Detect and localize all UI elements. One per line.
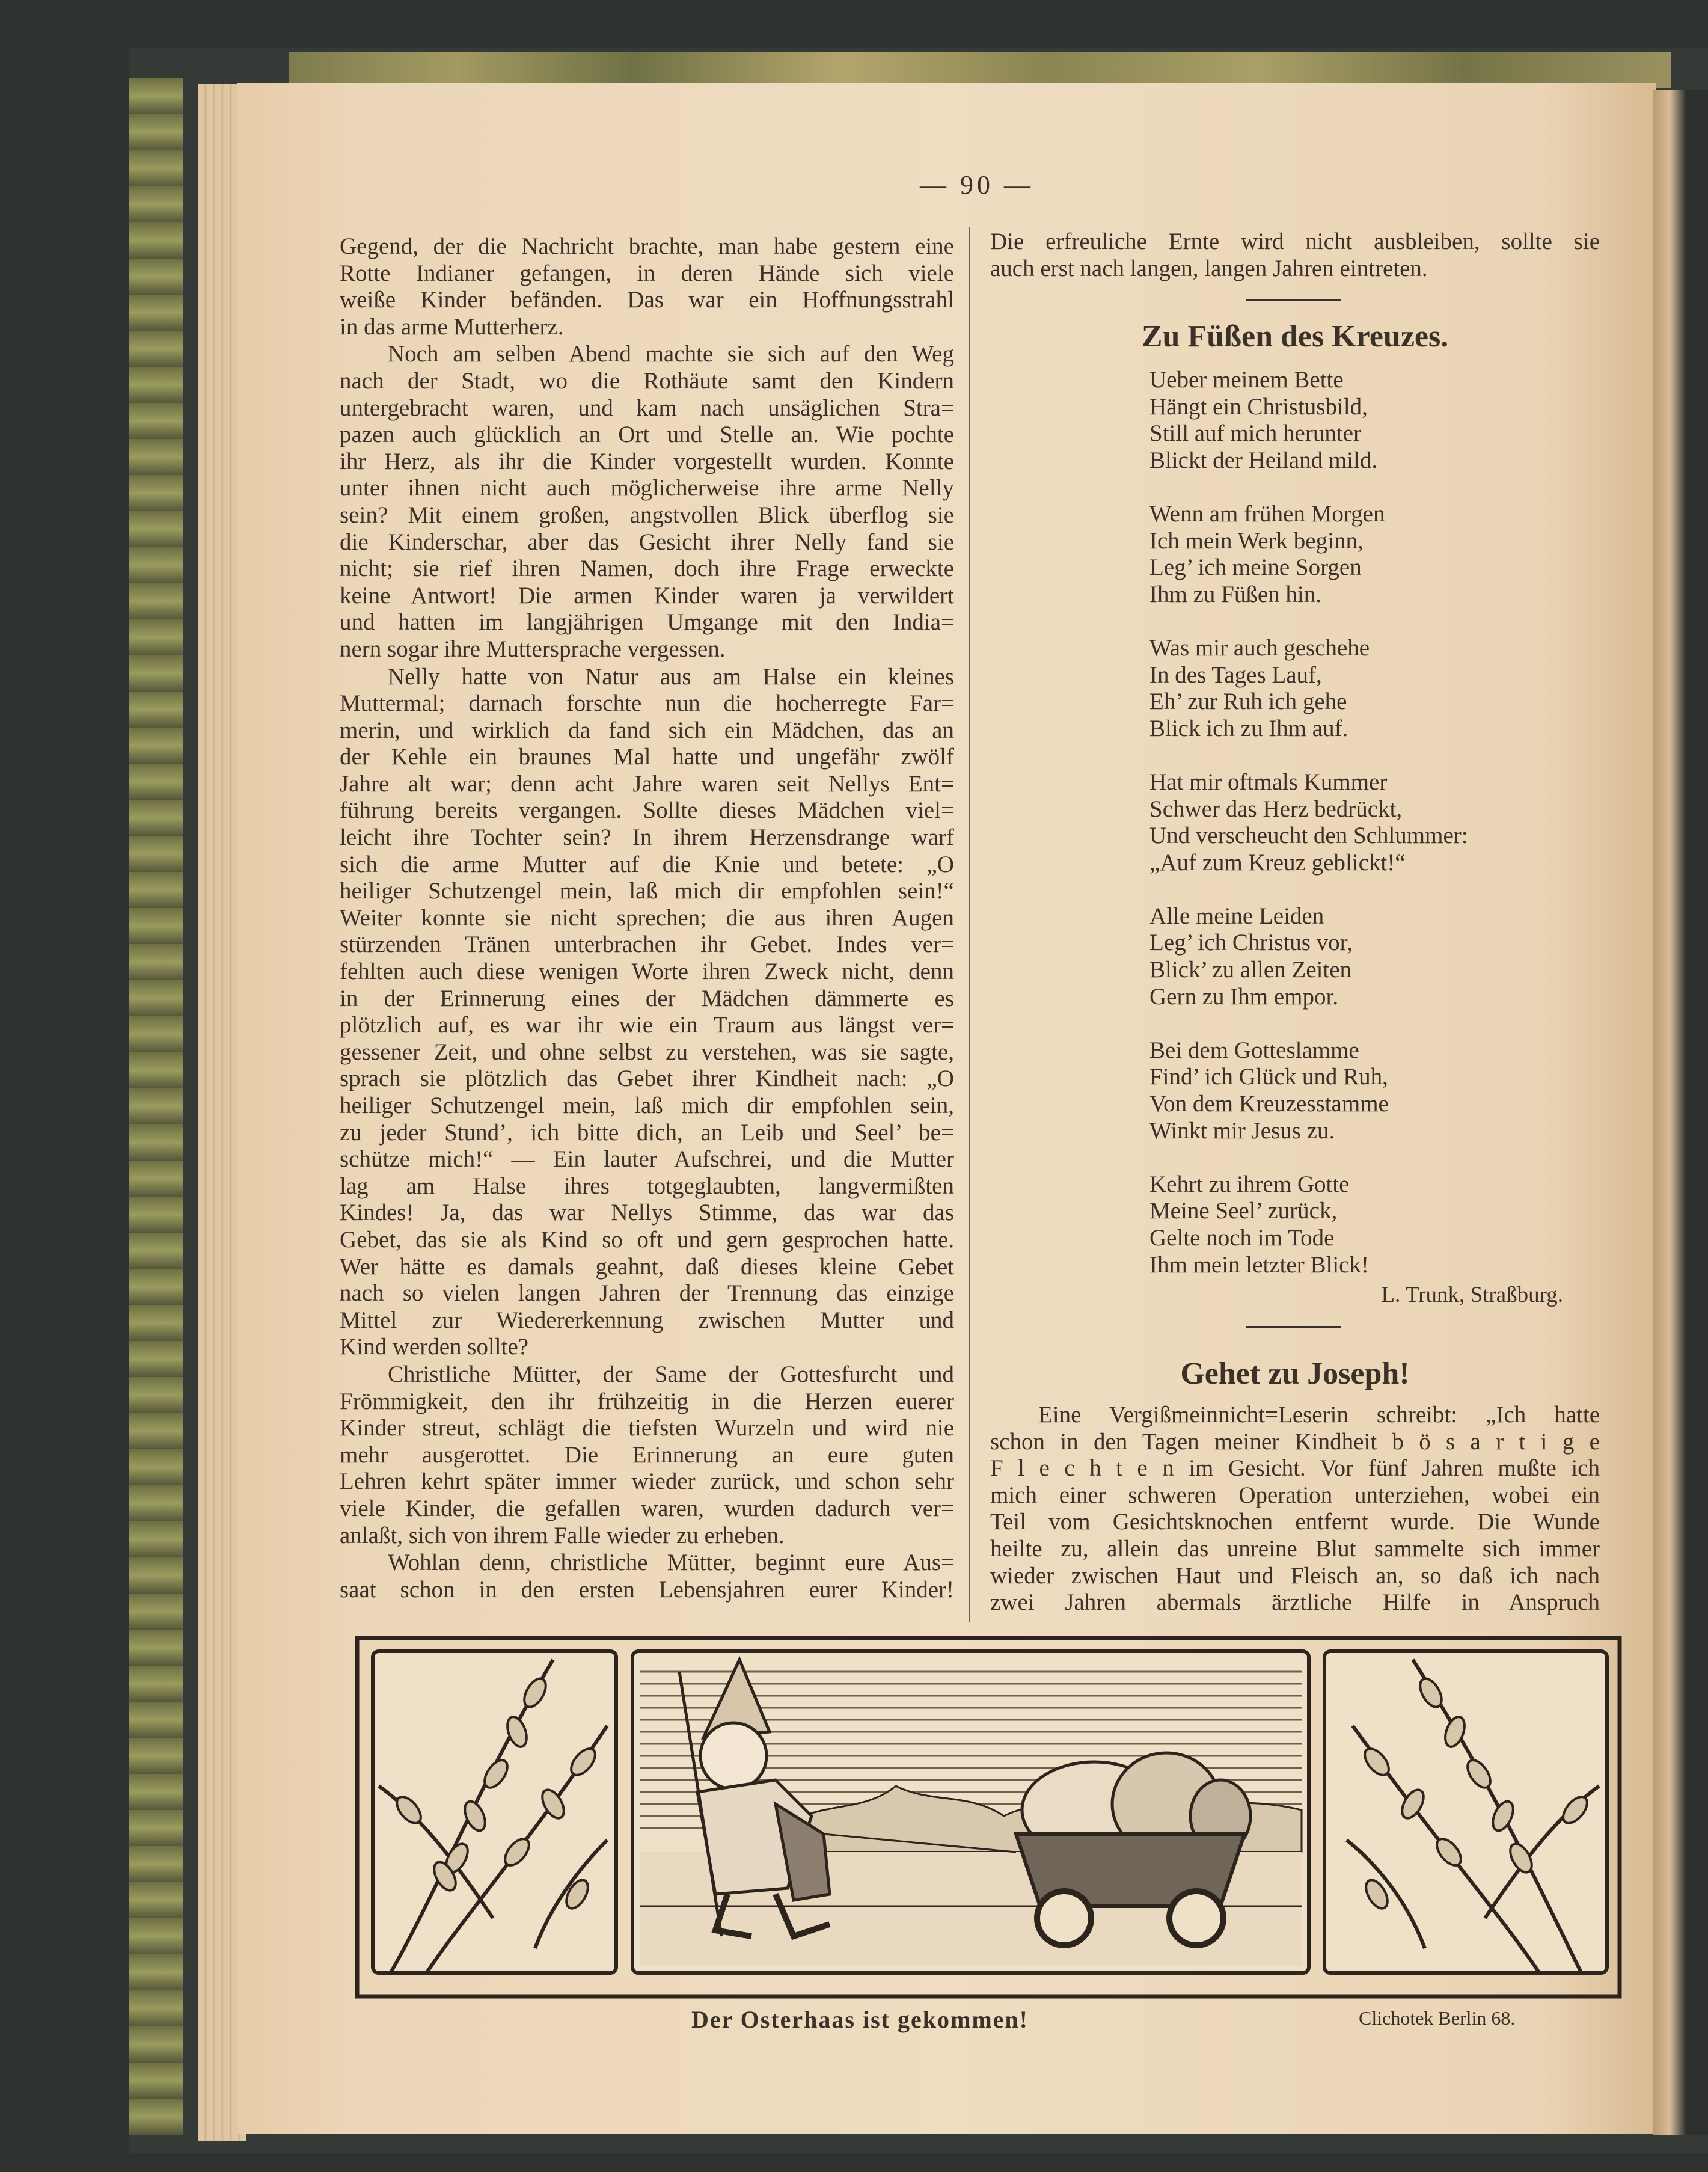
text-line: mich einer schweren Operation unterziehen, wobei ein <box>990 1482 1600 1508</box>
poem-line: Find’ ich Glück und Ruh, <box>1149 1064 1388 1090</box>
poem-stanza <box>1149 903 1468 1010</box>
text-line: wieder zwischen Haut und Fleisch an, so daß ich nach <box>990 1562 1600 1589</box>
text-line: anlaßt, sich von ihrem Falle wieder zu erheben. <box>340 1522 785 1548</box>
text-line: sich die arme Mutter auf die Knie und betete: „O <box>340 851 954 877</box>
poem-line: Gern zu Ihm empor. <box>1149 983 1339 1010</box>
text-line: stürzenden Tränen unterbrachen ihr Gebet. Indes ver= <box>340 931 954 958</box>
text-line: der Kehle ein braunes Mal hatte und ungefähr zwölf <box>340 744 954 770</box>
poem-stanza <box>1149 769 1468 876</box>
text-line: Eine Vergißmeinnicht=Leserin schreibt: „Ich hatte <box>1038 1402 1600 1428</box>
illustration-credit: Clichotek Berlin 68. <box>1359 2007 1516 2029</box>
article-title: Gehet zu Joseph! <box>1180 1357 1410 1391</box>
text-line: nern sogar ihre Muttersprache vergessen. <box>340 636 726 662</box>
marbled-edge-left <box>129 78 183 2135</box>
text-line: Frömmigkeit, den ihr frühzeitig in die Herzen euerer <box>340 1388 954 1414</box>
text-line: Christliche Mütter, der Same der Gottesfurcht und <box>388 1361 954 1387</box>
poem-title: Zu Füßen des Kreuzes. <box>1141 319 1449 354</box>
poem-line: Still auf mich herunter <box>1149 420 1361 447</box>
text-line: in der Erinnerung eines der Mädchen dämmerte es <box>340 985 954 1011</box>
poem-line: Wenn am frühen Morgen <box>1149 500 1385 527</box>
illustration-caption: Der Osterhaas ist gekommen! <box>691 2006 1029 2033</box>
marbled-edge-top <box>289 52 1671 88</box>
left-column <box>340 233 954 1604</box>
poem-line: Ich mein Werk beginn, <box>1149 527 1364 554</box>
text-line: ihr Herz, als ihr die Kinder vorgestellt wurden. Konnte <box>340 448 954 474</box>
text-line: keine Antwort! Die armen Kinder waren ja verwildert <box>340 582 954 609</box>
paragraph <box>990 229 1600 282</box>
text-line: Mittel zur Wiedererkennung zwischen Mutter und <box>340 1307 954 1333</box>
text-line: Noch am selben Abend machte sie sich auf den Weg <box>388 341 954 367</box>
easter-illustration <box>355 1636 1623 1999</box>
text-line: heilte zu, allein das unreine Blut sammelte sich immer <box>990 1535 1600 1562</box>
text-line: und hatten im langjährigen Umgange mit den India= <box>340 609 954 636</box>
willow-branch-right-panel <box>1324 1651 1607 1973</box>
text-line: merin, und wirklich da fand sich ein Mädchen, das an <box>340 717 954 743</box>
poem-line: Schwer das Herz bedrückt, <box>1149 796 1403 822</box>
paragraph <box>340 1361 954 1549</box>
text-line: die Kinderschar, aber das Gesicht ihrer Nelly fand sie <box>340 529 954 555</box>
text-line: Rotte Indianer gefangen, in deren Hände sich viele <box>340 260 954 286</box>
text-line: Lehren kehrt später immer wieder zurück, und schon sehr <box>340 1468 954 1495</box>
poem-stanza <box>1149 367 1468 474</box>
poem-line: Blickt der Heiland mild. <box>1149 447 1378 473</box>
text-line: Teil vom Gesichtsknochen entfernt wurde. Die Wunde <box>990 1509 1600 1535</box>
poem-line: Leg’ ich Christus vor, <box>1149 930 1353 956</box>
text-line: Muttermal; darnach forschte nun die hocherregte Far= <box>340 690 954 717</box>
poem-stanza <box>1149 1171 1468 1278</box>
column-divider <box>969 227 970 1622</box>
text-line: Gebet, das sie als Kind so oft und gern gesprochen hatte. <box>340 1226 954 1253</box>
poem-line: Blick’ zu allen Zeiten <box>1149 957 1352 983</box>
paragraph <box>340 1550 954 1603</box>
poem-line: Was mir auch geschehe <box>1149 634 1370 661</box>
facing-page-edge <box>1653 90 1708 2135</box>
text-line: schütze mich!“ — Ein lauter Aufschrei, und die Mutter <box>340 1146 954 1173</box>
text-line: untergebracht waren, und kam nach unsäglichen Stra= <box>340 394 954 421</box>
poem-line: „Auf zum Kreuz geblickt!“ <box>1149 849 1406 876</box>
text-line: Wer hätte es damals geahnt, daß dieses kleine Gebet <box>340 1253 954 1280</box>
text-line: plötzlich auf, es war ihr wie ein Traum aus längst ver= <box>340 1012 954 1038</box>
poem-stanza <box>1149 501 1468 608</box>
text-line: fehlten auch diese wenigen Worte ihren Zweck nicht, denn <box>340 959 954 985</box>
poem-attribution: L. Trunk, Straßburg. <box>1381 1283 1563 1307</box>
poem-line: Alle meine Leiden <box>1149 903 1324 929</box>
text-line: saat schon in den ersten Lebensjahren eurer Kinder! <box>340 1576 954 1603</box>
text-line: leicht ihre Tochter sein? In ihrem Herzensdrange warf <box>340 824 954 851</box>
text-line: F l e c h t e n im Gesicht. Vor fünf Jahren mußte ich <box>990 1455 1600 1482</box>
poem-line: Hängt ein Christusbild, <box>1149 393 1368 420</box>
section-rule <box>1246 299 1341 301</box>
poem-line: Gelte noch im Tode <box>1149 1225 1335 1251</box>
poem <box>1149 367 1468 1305</box>
text-line: Kinder streut, schlägt die tiefsten Wurzeln und wird nie <box>340 1415 954 1441</box>
text-line: sprach sie plötzlich das Gebet ihrer Kindheit nach: „O <box>340 1066 954 1092</box>
section-rule <box>1246 1326 1341 1328</box>
poem-line: Bei dem Gotteslamme <box>1149 1037 1359 1063</box>
text-line: Gegend, der die Nachricht brachte, man habe gestern eine <box>340 233 954 259</box>
text-line: viele Kinder, die gefallen waren, wurden dadurch ver= <box>340 1495 954 1521</box>
paragraph <box>340 233 954 340</box>
text-line: Jahre alt war; denn acht Jahre waren seit Nellys Ent= <box>340 770 954 797</box>
text-line: weiße Kinder befänden. Das war ein Hoffnungsstrahl <box>340 287 954 313</box>
child-with-egg-cart-scene <box>632 1651 1309 1973</box>
poem-line: Von dem Kreuzesstamme <box>1149 1091 1389 1117</box>
text-line: heiliger Schutzengel mein, laß mich dir empfohlen sein!“ <box>340 878 954 904</box>
poem-line: In des Tages Lauf, <box>1149 661 1322 688</box>
page-number: — 90 — <box>920 170 1034 200</box>
poem-line: Blick ich zu Ihm auf. <box>1149 715 1348 741</box>
text-line: Die erfreuliche Ernte wird nicht ausbleiben, sollte sie <box>990 229 1600 254</box>
text-line: auch erst nach langen, langen Jahren eintreten. <box>990 255 1428 281</box>
poem-line: Leg’ ich meine Sorgen <box>1149 554 1362 581</box>
text-line: schon in den Tagen meiner Kindheit b ö s a r t i g e <box>990 1428 1600 1455</box>
text-line: in das arme Mutterherz. <box>340 313 564 340</box>
text-line: unter ihnen nicht auch möglicherweise ihre arme Nelly <box>340 475 954 502</box>
right-column-intro <box>990 229 1600 283</box>
text-line: Wohlan denn, christliche Mütter, beginnt eure Aus= <box>388 1550 954 1576</box>
paragraph <box>990 1402 1600 1616</box>
text-line: sein? Mit einem großen, angstvollen Blick überflog sie <box>340 502 954 528</box>
text-line: heiliger Schutzengel mein, laß mich dir empfohlen sein, <box>340 1093 954 1118</box>
poem-line: Eh’ zur Ruh ich gehe <box>1149 689 1347 715</box>
poem-line: Und verscheucht den Schlummer: <box>1149 823 1468 849</box>
text-line: Kind werden sollte? <box>340 1334 529 1360</box>
text-line: mehr ausgerottet. Die Erinnerung an eure guten <box>340 1441 954 1468</box>
text-line: zwei Jahren abermals ärztliche Hilfe in Anspruch <box>990 1589 1600 1616</box>
text-line: zu jeder Stund’, ich bitte dich, an Leib und Seel’ be= <box>340 1119 954 1146</box>
text-line: führung bereits vergangen. Sollte dieses Mädchen viel= <box>340 797 954 824</box>
poem-line: Hat mir oftmals Kummer <box>1149 768 1388 795</box>
poem-line: Kehrt zu ihrem Gotte <box>1149 1171 1350 1197</box>
paragraph <box>340 664 954 1361</box>
text-line: nach so vielen langen Jahren der Trennung das einzige <box>340 1280 954 1307</box>
text-line: Nelly hatte von Natur aus am Halse ein kleines <box>388 663 954 690</box>
poem-line: Ueber meinem Bette <box>1149 367 1344 393</box>
text-line: Weiter konnte sie nicht sprechen; die aus ihren Augen <box>340 904 954 931</box>
paragraph <box>340 341 954 663</box>
poem-line: Meine Seel’ zurück, <box>1149 1198 1338 1224</box>
text-line: nicht; sie rief ihren Namen, doch ihre Frage erweckte <box>340 556 954 582</box>
text-line: Kindes! Ja, das war Nellys Stimme, das war das <box>340 1200 954 1226</box>
poem-line: Winkt mir Jesus zu. <box>1149 1117 1335 1144</box>
article-body <box>990 1402 1600 1617</box>
text-line: gessener Zeit, und ohne selbst zu verstehen, was sie sagte, <box>340 1038 954 1065</box>
poem-stanza <box>1149 1037 1468 1144</box>
text-line: pazen auch glücklich an Ort und Stelle an. Wie pochte <box>340 422 954 448</box>
willow-branch-left-panel <box>373 1651 616 1973</box>
poem-line: Ihm zu Füßen hin. <box>1149 581 1321 607</box>
poem-line: Ihm mein letzter Blick! <box>1149 1251 1369 1278</box>
text-line: nach der Stadt, wo die Rothäute samt den Kindern <box>340 367 954 394</box>
poem-stanza <box>1149 635 1468 742</box>
text-line: lag am Halse ihres totgeglaubten, langvermißten <box>340 1173 954 1199</box>
